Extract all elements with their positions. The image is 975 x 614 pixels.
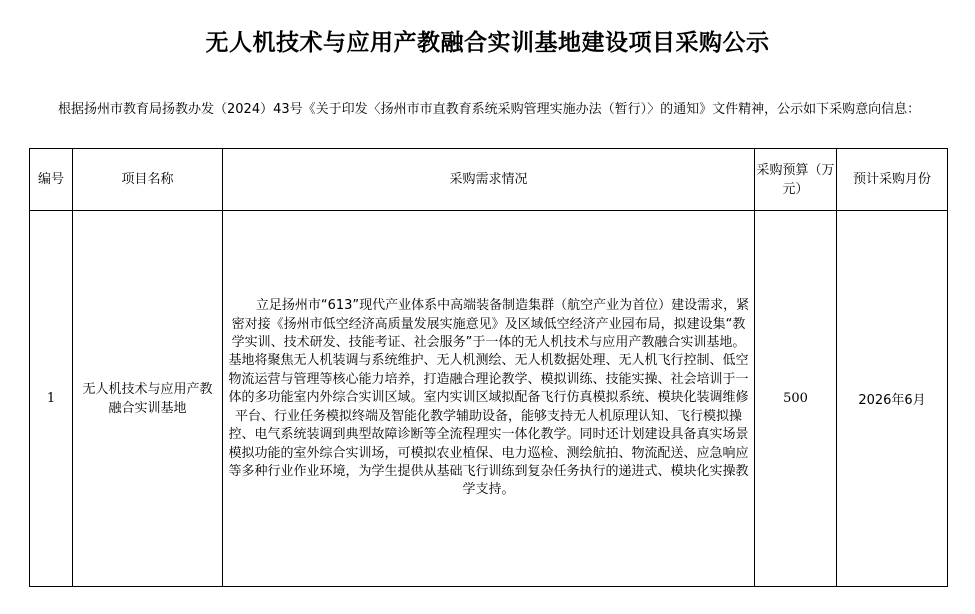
cell-month: 2026年6月 (837, 211, 948, 587)
header-budget: 采购预算（万元） (755, 149, 837, 211)
cell-budget: 500 (755, 211, 837, 587)
header-project-name: 项目名称 (73, 149, 223, 211)
cell-requirement: 立足扬州市“613”现代产业体系中高端装备制造集群（航空产业为首位）建设需求，紧密对接《扬州市低空经济高质量发展实施意见》及区域低空经济产业园布局，拟建设集“教学实训、技术研发、技能考证、社会服务”于一体的无人机技术与应用产教融合实训基地。基地将聚焦无人机装调与系统维护、无人机测绘、无人机数据处理、无人机飞行控制、低空物流运营与管理等核心能力培养，打造融合理论教学、模拟训练、技能实操、社会培训于一体的多功能室内外综合实训区域。室内实训区域拟配备飞行仿真模拟系统、模块化装调维修平台、行业任务模拟终端及智能化教学辅助设备，能够支持无人机原理认知、飞行模拟操控、电气系统装调到典型故障诊断等全流程理实一体化教学。同时还计划建设具备真实场景模拟功能的室外综合实训场，可模拟农业植保、电力巡检、测绘航拍、物流配送、应急响应等多种行业作业环境，为学生提供从基础飞行训练到复杂任务执行的递进式、模块化实操教学支持。 (223, 211, 755, 587)
header-month: 预计采购月份 (837, 149, 948, 211)
table-row (30, 211, 948, 587)
header-requirement: 采购需求情况 (223, 149, 755, 211)
table-header-row (30, 149, 948, 211)
header-no: 编号 (30, 149, 73, 211)
page-title: 无人机技术与应用产教融合实训基地建设项目采购公示 (205, 29, 770, 56)
procurement-table (29, 148, 948, 587)
cell-no: 1 (30, 211, 73, 587)
cell-project-name: 无人机技术与应用产教融合实训基地 (73, 211, 223, 587)
intro-paragraph: 根据扬州市教育局扬教办发（2024）43号《关于印发〈扬州市市直教育系统采购管理实施办法（暂行）〉的通知》文件精神，公示如下采购意向信息： (58, 102, 921, 117)
